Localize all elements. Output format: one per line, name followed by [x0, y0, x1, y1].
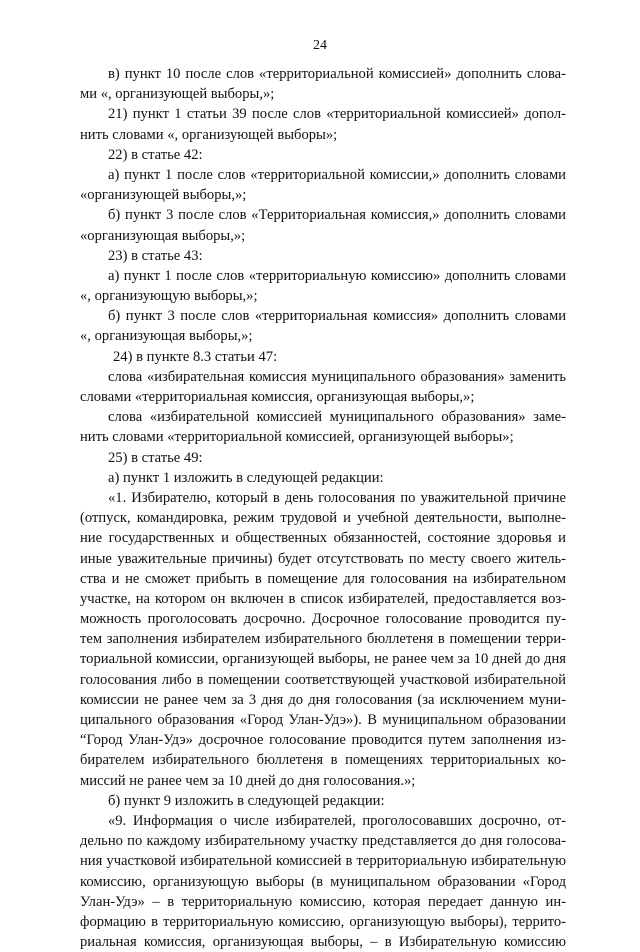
- text-line: «9. Информация о числе избирателей, проголосовавших досрочно, от-: [108, 812, 566, 829]
- text-line: тем заполнения избирателем избирательного бюллетеня в помещении терри-: [80, 631, 566, 648]
- text-line: участке, на котором он включен в список избирателей, предоставляется воз-: [80, 590, 566, 607]
- text-line: словами «территориальная комиссия, организующая выборы,»;: [80, 389, 475, 405]
- text-line: в) пункт 10 после слов «территориальной комиссией» дополнить слова-: [108, 66, 566, 82]
- text-line: голосования либо в помещении соответствующей участковой избирательной: [80, 671, 566, 688]
- text-line: ми «, организующей выборы,»;: [80, 86, 275, 103]
- text-line: “Город Улан-Удэ» досрочное голосование проводится путем заполнения из-: [80, 732, 566, 749]
- text-line: а) пункт 1 изложить в следующей редакции:: [108, 469, 384, 486]
- text-line: 21) пункт 1 статьи 39 после слов «территориальной комиссией» допол-: [108, 106, 566, 123]
- text-line: комиссию, организующую выборы (в муниципальном образовании «Город: [80, 873, 566, 890]
- text-line: бирателем избирательного бюллетеня в помещениях территориальных ко-: [80, 752, 566, 769]
- text-line: 25) в статье 49:: [108, 449, 203, 466]
- text-line: б) пункт 3 после слов «территориальная комиссия» дополнить словами: [108, 308, 566, 325]
- text-line: Улан-Удэ» – в территориальную комиссию, которая передает данную ин-: [80, 893, 566, 910]
- text-line: слова «избирательная комиссия муниципального образования» заменить: [108, 368, 566, 385]
- text-line: «организующей выборы,»;: [80, 187, 247, 204]
- text-line: можность проголосовать досрочно. Досрочное голосование проводится пу-: [80, 611, 566, 628]
- text-line: «, организующая выборы,»;: [80, 328, 253, 345]
- text-line: дельно по каждому избирательному участку представляется до дня голосова-: [80, 833, 566, 850]
- text-line: «1. Избирателю, который в день голосования по уважительной причине: [108, 489, 566, 506]
- text-line: 22) в статье 42:: [108, 146, 203, 163]
- text-line: миссий не ранее чем за 10 дней до дня голосования.»;: [80, 772, 416, 789]
- text-line: нить словами «территориальной комиссией, организующей выборы»;: [80, 429, 514, 446]
- page-number: 24: [313, 38, 327, 53]
- text-line: ториальной комиссии, организующей выборы, не ранее чем за 10 дней до дня: [80, 651, 566, 668]
- text-line: 23) в статье 43:: [108, 247, 203, 264]
- text-line: а) пункт 1 после слов «территориальной комиссии,» дополнить словами: [108, 166, 566, 183]
- text-line: слова «избирательной комиссией муниципального образования» заме-: [108, 409, 566, 426]
- text-line: «организующая выборы,»;: [80, 227, 246, 244]
- text-line: иные уважительные причины) будет отсутствовать по месту своего житель-: [80, 550, 566, 567]
- text-line: комиссии не ранее чем за 3 дня до дня голосования (за исключением муни-: [80, 691, 566, 708]
- text-line: (отпуск, командировка, режим трудовой и учебной деятельности, выполне-: [80, 510, 566, 527]
- text-line: ние государственных и общественных обязанностей, состояние здоровья и: [80, 530, 566, 547]
- text-line: нить словами «, организующей выборы»;: [80, 126, 338, 143]
- text-line: ния участковой избирательной комиссией в территориальную избирательную: [80, 853, 566, 870]
- text-line: ства и не сможет прибыть в помещение для голосования на избирательном: [80, 570, 566, 587]
- text-line: 24) в пункте 8.3 статьи 47:: [113, 348, 278, 365]
- text-line: «, организующую выборы,»;: [80, 288, 258, 305]
- text-line: а) пункт 1 после слов «территориальную комиссию» дополнить словами: [108, 267, 566, 284]
- text-line: риальная комиссия, организующая выборы, – в Избирательную комиссию: [80, 934, 566, 951]
- text-line: б) пункт 3 после слов «Территориальная комиссия,» дополнить словами: [108, 207, 566, 224]
- text-line: ципального образования «Город Улан-Удэ»). В муниципальном образовании: [80, 712, 566, 728]
- text-line: б) пункт 9 изложить в следующей редакции:: [108, 792, 385, 809]
- text-line: формацию в территориальную комиссию, организующую выборы), террито-: [80, 913, 566, 930]
- document-body: [80, 64, 566, 952]
